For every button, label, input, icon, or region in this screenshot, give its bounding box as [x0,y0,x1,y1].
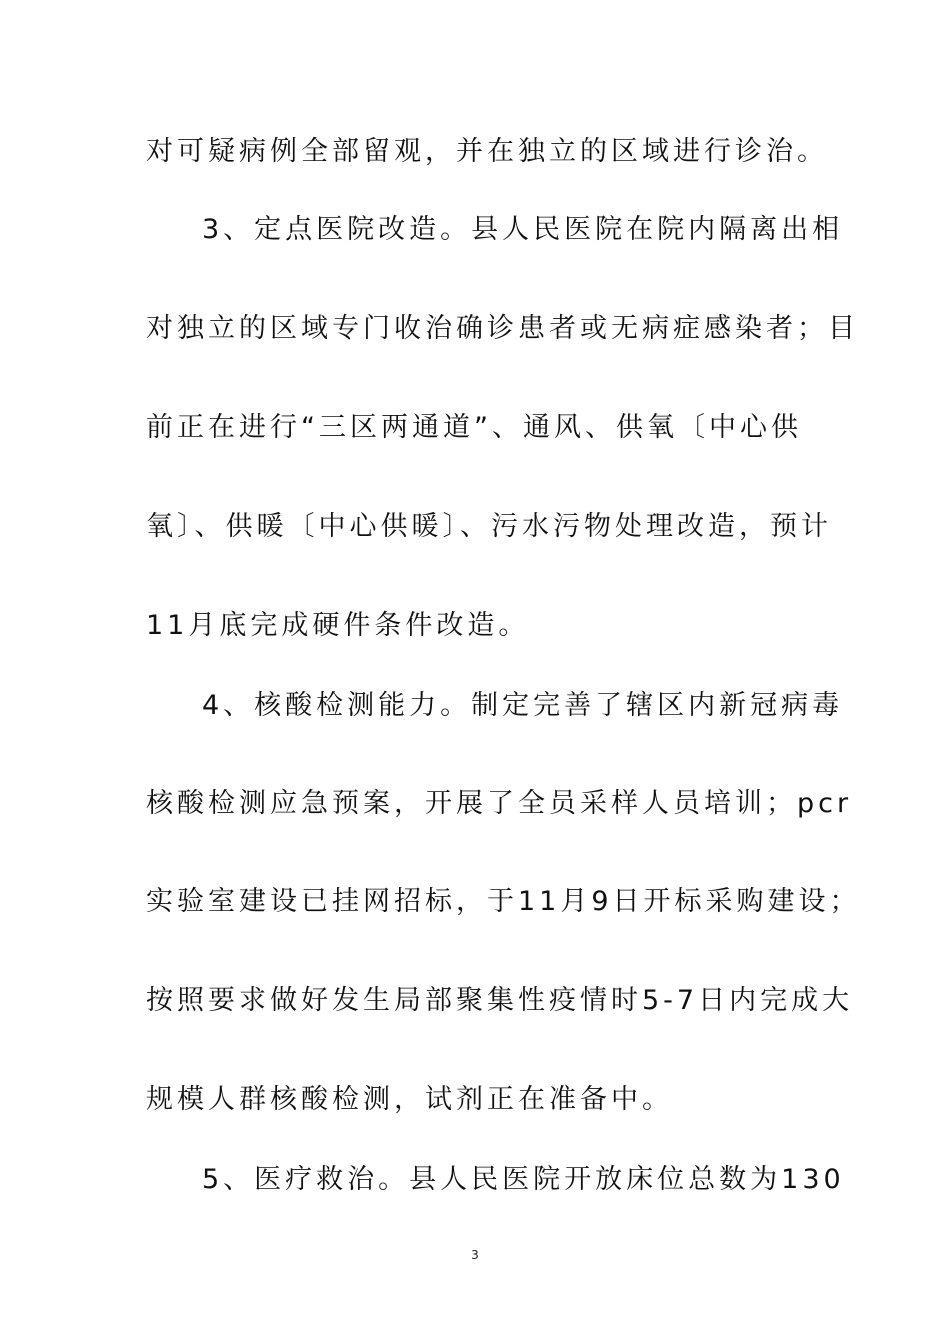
text-line: 氧〕、供暖〔中心供暖〕、污水污物处理改造，预计 [146,511,832,542]
text-line: 对独立的区域专门收治确诊患者或无病症感染者；目 [146,313,859,344]
page-number: 3 [471,1248,479,1262]
text-line: 规模人群核酸检测，试剂正在准备中。 [146,1084,673,1115]
paragraph-5-start: 5、医疗救治。县人民医院开放床位总数为130 [202,1164,845,1195]
paragraph-3-start: 3、定点医院改造。县人民医院在院内隔离出相 [202,214,844,245]
text-line: 11月底完成硬件条件改造。 [146,610,530,641]
text-line: 核酸检测应急预案，开展了全员采样人员培训；pcr [146,788,853,819]
text-line: 对可疑病例全部留观，并在独立的区域进行诊治。 [146,136,828,167]
text-line: 实验室建设已挂网招标，于11月9日开标采购建设； [146,886,861,917]
paragraph-4-start: 4、核酸检测能力。制定完善了辖区内新冠病毒 [202,690,844,721]
text-line: 前正在进行“三区两通道”、通风、供氧〔中心供 [146,412,802,443]
text-line: 按照要求做好发生局部聚集性疫情时5-7日内完成大 [146,985,854,1016]
